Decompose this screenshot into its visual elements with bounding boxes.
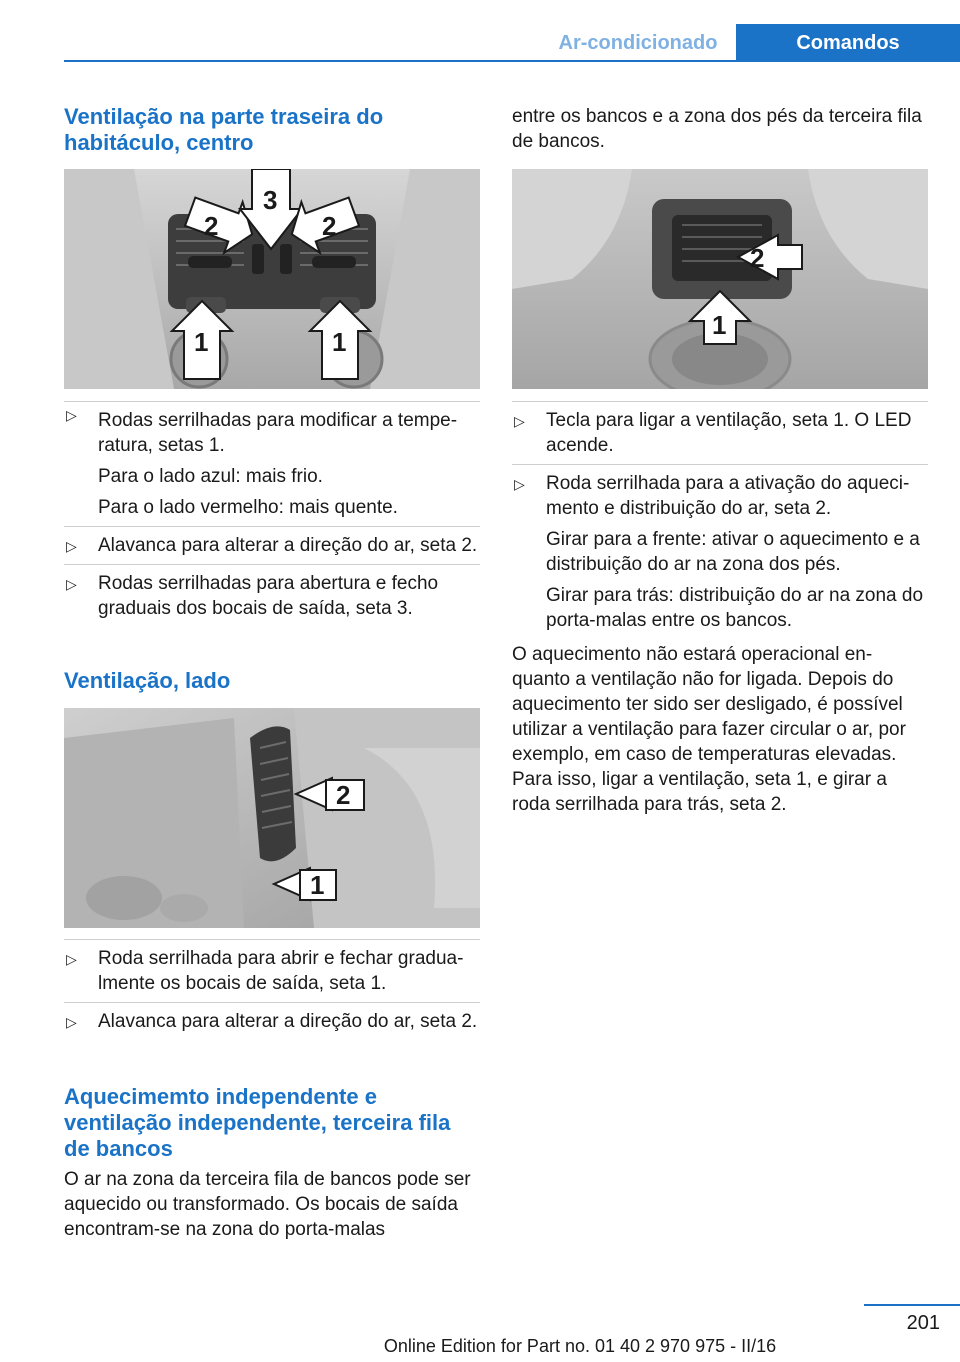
list-item-text: Tecla para ligar a ventilação, seta 1. O LED acende. — [546, 410, 912, 456]
paragraph-heating-note: O aquecimento não estará operacional en-quanto a ventilação não for ligada. Depois do aquecimento ter sido ser desligado, é possível utilizar a ventilação para fazer circular o ar, por exemplo, em caso de temperaturas elevadas. Para isso, ligar a ventilação, seta 1, e girar a roda serrilhada para trás, seta 2. — [512, 644, 906, 815]
triangle-bullet-icon: ▷ — [514, 413, 525, 429]
label-side-1: 1 — [310, 870, 325, 900]
list-item — [64, 1002, 480, 1034]
triangle-bullet-icon: ▷ — [514, 476, 525, 492]
list-side — [64, 939, 480, 1034]
triangle-bullet-icon: ▷ — [66, 407, 77, 423]
heading-rear-center-vent: Ventilação na parte traseira do habitáculo, centro — [64, 104, 384, 155]
photo-third-row-vent — [512, 169, 928, 389]
list-item-text: Roda serrilhada para a ativação do aqueci-mento e distribuição do ar, seta 2. — [546, 473, 910, 519]
footer-rule — [864, 1304, 960, 1306]
footer-edition: Online Edition for Part no. 01 40 2 970 975 - II/16 — [383, 1336, 777, 1356]
label-center-1a: 1 — [194, 327, 209, 357]
label-center-3: 3 — [263, 185, 278, 215]
triangle-bullet-icon: ▷ — [66, 951, 77, 967]
list-item — [64, 564, 480, 621]
heading-third-row: Aquecimemto independente e ventilação independente, terceira fila de bancos — [64, 1084, 451, 1161]
list-third-row — [512, 401, 928, 633]
list-item-sub: Girar para a frente: ativar o aquecimento e a distribuição do ar na zona dos pés. — [546, 529, 920, 575]
header-section-tab[interactable]: Ar-condicionado — [558, 32, 718, 54]
label-center-1b: 1 — [332, 327, 347, 357]
list-item-text: Alavanca para alterar a direção do ar, seta 2. — [98, 535, 478, 556]
list-item-sub: Para o lado azul: mais frio. — [98, 466, 323, 487]
photo-rear-center-vents — [64, 169, 480, 389]
list-item-text: Rodas serrilhadas para modificar a tempe-ratura, setas 1. — [98, 410, 458, 456]
label-center-2a: 2 — [204, 211, 219, 241]
triangle-bullet-icon: ▷ — [66, 538, 77, 554]
list-item-sub: Para o lado vermelho: mais quente. — [98, 497, 398, 518]
list-item — [512, 464, 928, 633]
page-number: 201 — [906, 1312, 940, 1334]
list-item-text: Alavanca para alterar a direção do ar, seta 2. — [98, 1011, 478, 1032]
paragraph-continued: entre os bancos e a zona dos pés da terceira fila de bancos. — [512, 106, 922, 152]
triangle-bullet-icon: ▷ — [66, 1014, 77, 1030]
heading-side-vent: Ventilação, lado — [64, 668, 231, 693]
list-item — [64, 526, 480, 564]
label-third-2: 2 — [750, 243, 765, 273]
triangle-bullet-icon: ▷ — [66, 576, 77, 592]
label-center-2b: 2 — [322, 211, 337, 241]
label-third-1: 1 — [712, 310, 727, 340]
list-rear-center — [64, 401, 480, 621]
list-item-text: Roda serrilhada para abrir e fechar gradua-lmente os bocais de saída, seta 1. — [98, 948, 464, 994]
photo-side-vent — [64, 708, 480, 928]
list-item-sub: Girar para trás: distribuição do ar na zona do porta-malas entre os bancos. — [546, 585, 924, 631]
list-item — [64, 939, 480, 1002]
paragraph-third-row: O ar na zona da terceira fila de bancos pode ser aquecido ou transformado. Os bocais de saída encontram-se na zona do porta-malas — [64, 1169, 471, 1240]
label-side-2: 2 — [336, 780, 351, 810]
header-chapter-tab[interactable]: Comandos — [736, 24, 960, 62]
header-rule — [64, 60, 960, 62]
list-item — [512, 401, 928, 464]
list-item — [64, 401, 480, 520]
list-item-text: Rodas serrilhadas para abertura e fecho graduais dos bocais de saída, seta 3. — [98, 573, 439, 619]
